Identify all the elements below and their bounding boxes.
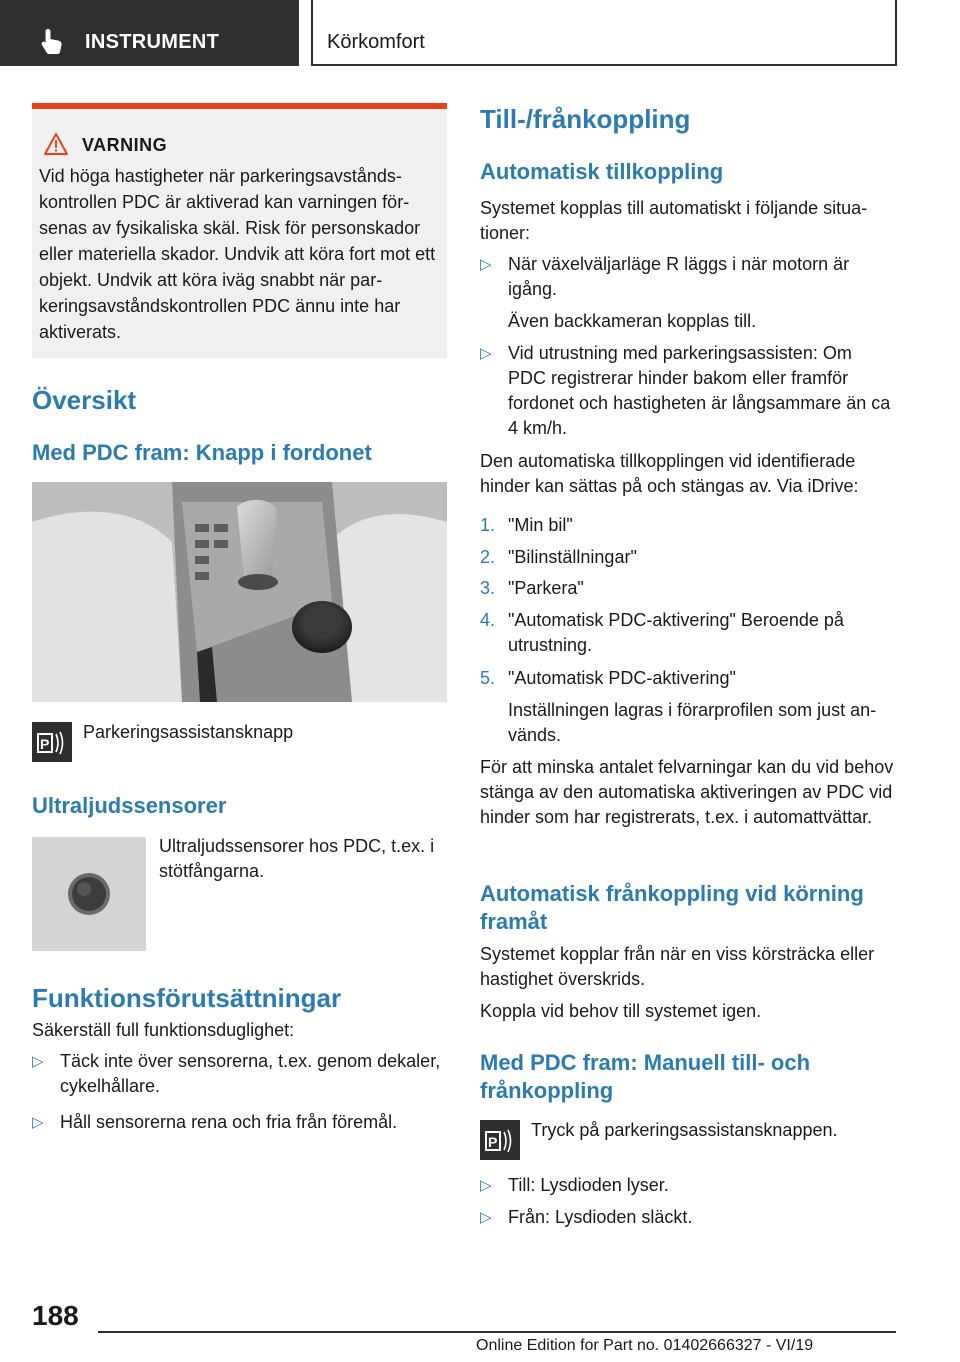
step-number: 4. <box>480 610 496 630</box>
pdc-button-heading: Med PDC fram: Knapp i fordonet <box>32 440 372 465</box>
auto-off-heading: Automatisk frånkoppling vid körning framåt <box>480 881 864 934</box>
step-number: 1. <box>480 515 496 535</box>
on-off-heading: Till-/frånkoppling <box>480 104 691 134</box>
footer-divider <box>98 1331 896 1333</box>
camera-note: Även backkameran kopplas till. <box>508 311 757 331</box>
bullet-triangle-icon: ▷ <box>32 1114 44 1131</box>
bullet-triangle-icon: ▷ <box>32 1053 44 1070</box>
auto-off-text: Systemet kopplar från när en viss körsträcka eller hastighet överskrids. <box>480 944 875 989</box>
auto-on-intro: Systemet kopplas till automatiskt i följande situationer: <box>480 198 868 243</box>
section-tab[interactable] <box>0 0 299 66</box>
step-text: "Bilinställningar" <box>508 547 637 567</box>
bullet-triangle-icon: ▷ <box>480 256 492 273</box>
warning-box <box>32 103 447 358</box>
sensors-heading: Ultraljudssensorer <box>32 793 227 818</box>
parking-assistant-button-icon <box>480 1120 520 1160</box>
overview-heading: Översikt <box>32 385 137 415</box>
manual-text: Tryck på parkeringsassistansknappen. <box>531 1120 838 1140</box>
step-number: 2. <box>480 547 496 567</box>
step-number: 3. <box>480 578 496 598</box>
requirements-intro: Säkerställ full funktionsduglighet: <box>32 1020 295 1040</box>
edition-text: Online Edition for Part no. 01402666327 - VI/19 <box>476 1337 814 1354</box>
section-label: INSTRUMENT <box>85 31 220 53</box>
page-header <box>0 0 960 66</box>
idrive-text: Den automatiska tillkopplingen vid identifierade hinder kan sättas på och stängas av. Via iDrive: <box>480 451 859 496</box>
saved-note: Inställningen lagras i förarprofilen som just används. <box>508 700 877 745</box>
center-console-photo <box>32 482 447 702</box>
warning-title: VARNING <box>82 135 168 155</box>
step-text: "Parkera" <box>508 578 584 598</box>
chapter-tab[interactable] <box>311 0 897 66</box>
svg-text:P: P <box>488 1134 498 1150</box>
bullet-triangle-icon: ▷ <box>480 345 492 362</box>
parking-assistant-button-icon <box>32 722 72 762</box>
sensors-text: Ultraljudssensorer hos PDC, t.ex. i stötfångarna. <box>159 836 435 881</box>
chapter-label: Körkomfort <box>327 31 425 53</box>
button-caption: Parkeringsassistansknapp <box>83 722 294 742</box>
list-item-text: Från: Lysdioden släckt. <box>508 1207 693 1227</box>
false-alarm-text: För att minska antalet felvarningar kan du vid behov stänga av den automatiska aktiveringen av PDC vid hinder som har registrerats, t.ex. i automattvättar. <box>480 757 894 827</box>
center-console-illustration <box>32 482 447 702</box>
list-item-text: Till: Lysdioden lyser. <box>508 1175 669 1195</box>
bullet-triangle-icon: ▷ <box>480 1177 492 1194</box>
reactivate-text: Koppla vid behov till systemet igen. <box>480 1001 762 1021</box>
manual-heading: Med PDC fram: Manuell till- och frånkoppling <box>480 1050 811 1103</box>
warning-text: Vid höga hastigheter när parkeringsavståndskontrollen PDC är aktiverad kan varningen försenas av fysikaliska skäl. Risk för personskador eller materiella skador. Undvik att köra fort mot ett objekt. Undvik att köra iväg snabbt när parkeringsavståndskontrollen PDC ännu inte har aktiverats. <box>39 166 436 342</box>
ultrasonic-sensor-photo <box>32 837 146 951</box>
requirements-heading: Funktionsförutsättningar <box>32 983 342 1013</box>
svg-text:P: P <box>40 736 50 752</box>
step-text: "Automatisk PDC-aktivering" Beroende på utrustning. <box>508 610 844 655</box>
warning-triangle-icon <box>44 133 68 155</box>
list-item-text: När växelväljarläge R läggs i när motorn är igång. <box>508 254 850 299</box>
list-item-text: Håll sensorerna rena och fria från föremål. <box>60 1112 398 1132</box>
step-text: "Min bil" <box>508 515 573 535</box>
list-item-text: Vid utrustning med parkeringsassisten: Om PDC registrerar hinder bakom eller framför fordonet och hastigheten är långsammare än ca 4 km/h. <box>508 343 891 438</box>
step-number: 5. <box>480 668 496 688</box>
step-text: "Automatisk PDC-aktivering" <box>508 668 736 688</box>
hand-pointer-icon <box>40 28 64 54</box>
page-number: 188 <box>32 1300 79 1331</box>
bullet-triangle-icon: ▷ <box>480 1209 492 1226</box>
list-item-text: Täck inte över sensorerna, t.ex. genom dekaler, cykelhållare. <box>60 1051 441 1096</box>
auto-on-heading: Automatisk tillkoppling <box>480 159 724 184</box>
